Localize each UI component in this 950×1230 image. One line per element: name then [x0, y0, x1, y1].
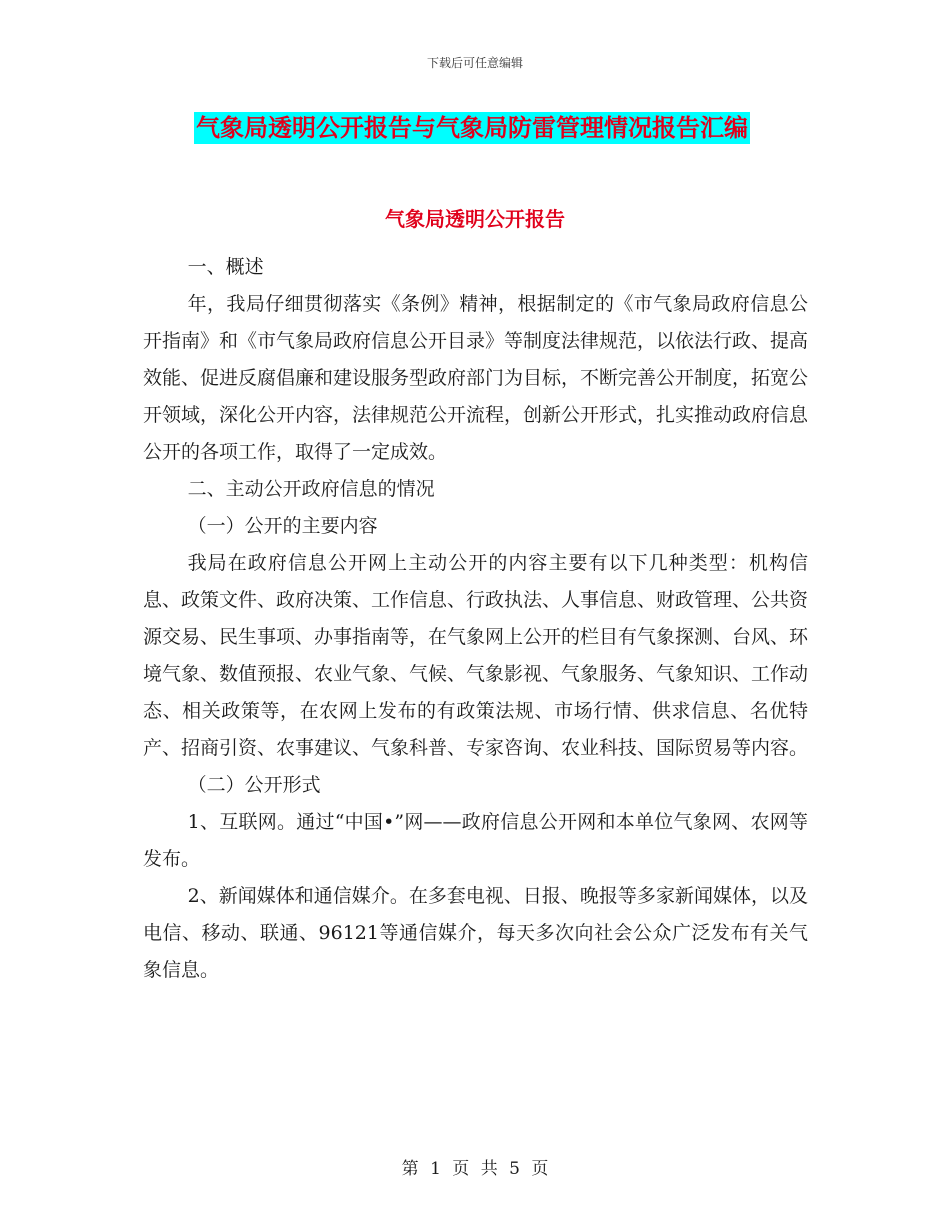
paragraph-media: 2、新闻媒体和通信媒介。在多套电视、日报、晚报等多家新闻媒体，以及电信、移动、联通、96121等通信媒介，每天多次向社会公众广泛发布有关气象信息。 [143, 885, 808, 981]
footer-prefix: 第 [401, 1159, 419, 1179]
footer-total-word: 共 [480, 1159, 498, 1179]
page-footer [0, 1154, 950, 1179]
heading-active-disclosure: 二、主动公开政府信息的情况 [187, 478, 435, 500]
document-body [143, 249, 808, 989]
paragraph-main-content: 我局在政府信息公开网上主动公开的内容主要有以下几种类型：机构信息、政策文件、政府决策、工作信息、行政执法、人事信息、财政管理、公共资源交易、民生事项、办事指南等，在气象网上公开的栏目有气象探测、台风、环境气象、数值预报、农业气象、气候、气象影视、气象服务、气象知识、工作动态、相关政策等，在农网上发布的有政策法规、市场行情、供求信息、名优特产、招商引资、农事建议、气象科普、专家咨询、农业科技、国际贸易等内容。 [143, 552, 809, 759]
paragraph-overview: 年，我局仔细贯彻落实《条例》精神，根据制定的《市气象局政府信息公开指南》和《市气象局政府信息公开目录》等制度法律规范，以依法行政、提高效能、促进反腐倡廉和建设服务型政府部门为目标，不断完善公开制度，拓宽公开领域，深化公开内容，法律规范公开流程，创新公开形式，扎实推动政府信息公开的各项工作，取得了一定成效。 [143, 293, 809, 463]
header-note: 下载后可任意编辑 [426, 56, 523, 70]
heading-main-content: （一）公开的主要内容 [187, 515, 378, 537]
paragraph-internet: 1、互联网。通过“中国•”网——政府信息公开网和本单位气象网、农网等发布。 [143, 811, 808, 870]
footer-page-word: 页 [452, 1159, 470, 1179]
heading-overview: 一、概述 [187, 256, 264, 278]
section-title: 气象局透明公开报告 [385, 207, 565, 231]
heading-disclosure-form: （二）公开形式 [187, 774, 321, 796]
document-main-title: 气象局透明公开报告与气象局防雷管理情况报告汇编 [196, 114, 748, 142]
footer-page-number: 1 [430, 1159, 441, 1179]
footer-suffix: 页 [531, 1159, 549, 1179]
footer-total-pages: 5 [509, 1159, 520, 1179]
